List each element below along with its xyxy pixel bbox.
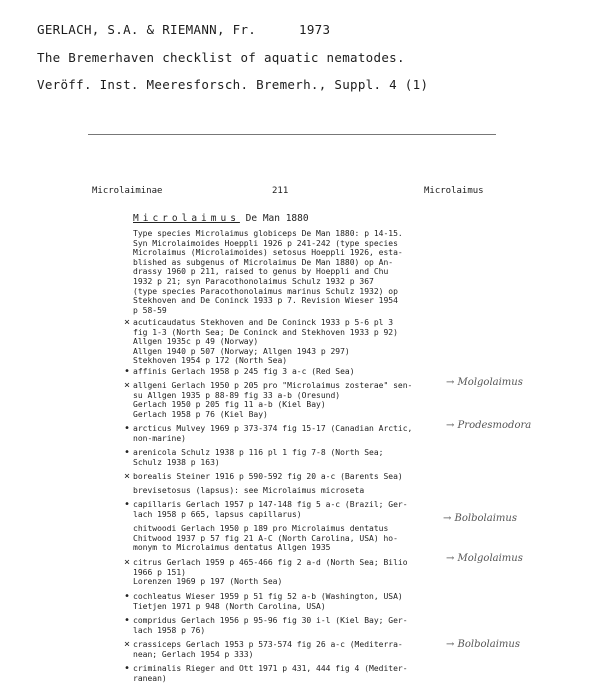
genus-description <box>133 229 403 315</box>
entry-line: Schulz 1938 p 163) <box>133 457 220 467</box>
entry-mark: • <box>124 663 131 674</box>
genus-line: Stekhoven and De Coninck 1933 p 7. Revision Wieser 1954 <box>133 296 398 306</box>
running-head <box>92 186 482 200</box>
entry-mark: • <box>124 591 131 602</box>
margin-note-molgolaimus: → Molgolaimus <box>446 377 523 388</box>
citation-title: The Bremerhaven checklist of aquatic nematodes. <box>37 50 405 65</box>
citation-source: Veröff. Inst. Meeresforsch. Bremerh., Suppl. 4 (1) <box>37 77 429 92</box>
species-entry-allgeni <box>133 381 412 419</box>
entry-mark: × <box>124 380 131 391</box>
species-entry-acuticaudatus <box>133 318 398 366</box>
entry-line: Chitwood 1937 p 57 fig 21 A-C (North Carolina, USA) ho- <box>133 533 398 543</box>
genus-author: De Man 1880 <box>245 213 309 224</box>
entry-line: Lorenzen 1969 p 197 (North Sea) <box>133 577 283 587</box>
entry-line: capillaris Gerlach 1957 p 147-148 fig 5 a-c (Brazil; Ger- <box>133 500 408 509</box>
entry-line: criminalis Rieger and Ott 1971 p 431, 444 fig 4 (Mediter- <box>133 664 408 673</box>
species-entry-capillaris <box>133 500 408 519</box>
genus-line: Microlaimus (Microlaimoides) setosus Hoeppli 1926, esta- <box>133 248 403 258</box>
species-entry-arenicola <box>133 448 383 467</box>
entry-mark: • <box>124 447 131 458</box>
running-head-left: Microlaiminae <box>92 186 163 196</box>
entry-line: cochleatus Wieser 1959 p 51 fig 52 a-b (Washington, USA) <box>133 592 403 601</box>
entry-line: crassiceps Gerlach 1953 p 573-574 fig 26 a-c (Mediterra- <box>133 640 403 649</box>
page-number: 211 <box>272 186 289 196</box>
margin-note-bolbolaimus-2: → Bolbolaimus <box>446 639 520 650</box>
entry-line: Gerlach 1958 p 76 (Kiel Bay) <box>133 409 268 419</box>
entry-mark: • <box>124 366 131 377</box>
entry-mark: • <box>124 499 131 510</box>
entry-line: Allgen 1935c p 49 (Norway) <box>133 337 259 347</box>
genus-line: (type species Paracothonolaimus marinus Schulz 1932) op <box>133 286 398 296</box>
entry-line: Gerlach 1950 p 205 fig 11 a-b (Kiel Bay) <box>133 400 326 410</box>
entry-line: ranean) <box>133 673 167 683</box>
species-entry-crassiceps <box>133 640 403 659</box>
entry-mark: • <box>124 615 131 626</box>
entry-line: lach 1958 p 76) <box>133 625 206 635</box>
species-entry-citrus <box>133 558 408 587</box>
entry-line: nean; Gerlach 1954 p 333) <box>133 649 254 659</box>
entry-line: acuticaudatus Stekhoven and De Coninck 1933 p 5-6 pl 3 <box>133 318 394 327</box>
entry-line: Tietjen 1971 p 948 (North Carolina, USA) <box>133 601 326 611</box>
genus-line: drassy 1960 p 211, raised to genus by Hoeppli and Chu <box>133 267 389 277</box>
entry-mark: × <box>124 317 131 328</box>
entry-line: su Allgen 1935 p 88-89 fig 33 a-b (Oresund) <box>133 390 341 400</box>
entry-line: lach 1958 p 665, lapsus capillarus) <box>133 509 302 519</box>
entry-line: chitwoodi Gerlach 1950 p 189 pro Microlaimus dentatus <box>133 524 389 533</box>
entry-mark: × <box>124 471 131 482</box>
entry-line: arcticus Mulvey 1969 p 373-374 fig 15-17 (Canadian Arctic, <box>133 424 413 433</box>
genus-heading <box>133 214 309 224</box>
entry-mark: × <box>124 639 131 650</box>
entry-line: 1966 p 151) <box>133 567 186 577</box>
entry-mark: • <box>124 423 131 434</box>
entry-line: allgeni Gerlach 1950 p 205 pro "Microlaimus zosterae" sen- <box>133 381 413 390</box>
species-entry-compridus <box>133 616 408 635</box>
species-entry-chitwoodi <box>133 524 398 553</box>
genus-line: p 58-59 <box>133 305 167 315</box>
entry-line: non-marine) <box>133 433 186 443</box>
entry-line: monym to Microlaimus dentatus Allgen 1935 <box>133 543 331 553</box>
species-entry-arcticus <box>133 424 412 443</box>
entry-line: Stekhoven 1954 p 172 (North Sea) <box>133 356 288 366</box>
entry-line: citrus Gerlach 1959 p 465-466 fig 2 a-d (North Sea; Bilio <box>133 558 408 567</box>
entry-line: fig 1-3 (North Sea; De Coninck and Stekhoven 1933 p 92) <box>133 327 398 337</box>
divider-rule <box>88 134 496 135</box>
species-entry-cochleatus <box>133 592 403 611</box>
citation-year: 1973 <box>299 22 331 37</box>
running-head-right: Microlaimus <box>424 186 484 196</box>
entry-line: brevisetosus (lapsus): see Microlaimus microseta <box>133 486 365 495</box>
species-entry-criminalis <box>133 664 408 683</box>
genus-line: Syn Microlaimoides Hoeppli 1926 p 241-242 (type species <box>133 238 398 248</box>
citation-authors-line <box>37 22 331 37</box>
entry-line: borealis Steiner 1916 p 590-592 fig 20 a-c (Barents Sea) <box>133 472 403 481</box>
entry-line: compridus Gerlach 1956 p 95-96 fig 30 i-l (Kiel Bay; Ger- <box>133 616 408 625</box>
margin-note-molgolaimus-2: → Molgolaimus <box>446 553 523 564</box>
entry-line: arenicola Schulz 1938 p 116 pl 1 fig 7-8 (North Sea; <box>133 448 384 457</box>
entry-line: affinis Gerlach 1958 p 245 fig 3 a-c (Red Sea) <box>133 367 355 376</box>
species-entry-brevisetosus <box>133 486 364 496</box>
entry-mark: × <box>124 557 131 568</box>
entry-line: Allgen 1940 p 507 (Norway; Allgen 1943 p 297) <box>133 346 350 356</box>
genus-line: blished as subgenus of Microlaimus De Man 1880) op An- <box>133 257 394 267</box>
genus-line: 1932 p 21; syn Paracothonolaimus Schulz 1932 p 367 <box>133 276 374 286</box>
margin-note-prodesmodora: → Prodesmodora <box>446 420 532 431</box>
species-entry-borealis <box>133 472 403 482</box>
genus-name: Microlaimus <box>133 213 240 224</box>
genus-line: Type species Microlaimus globiceps De Man 1880: p 14-15. <box>133 229 403 238</box>
margin-note-bolbolaimus: → Bolbolaimus <box>443 513 517 524</box>
citation-authors: GERLACH, S.A. & RIEMANN, Fr. <box>37 22 257 37</box>
species-entry-affinis <box>133 367 355 377</box>
